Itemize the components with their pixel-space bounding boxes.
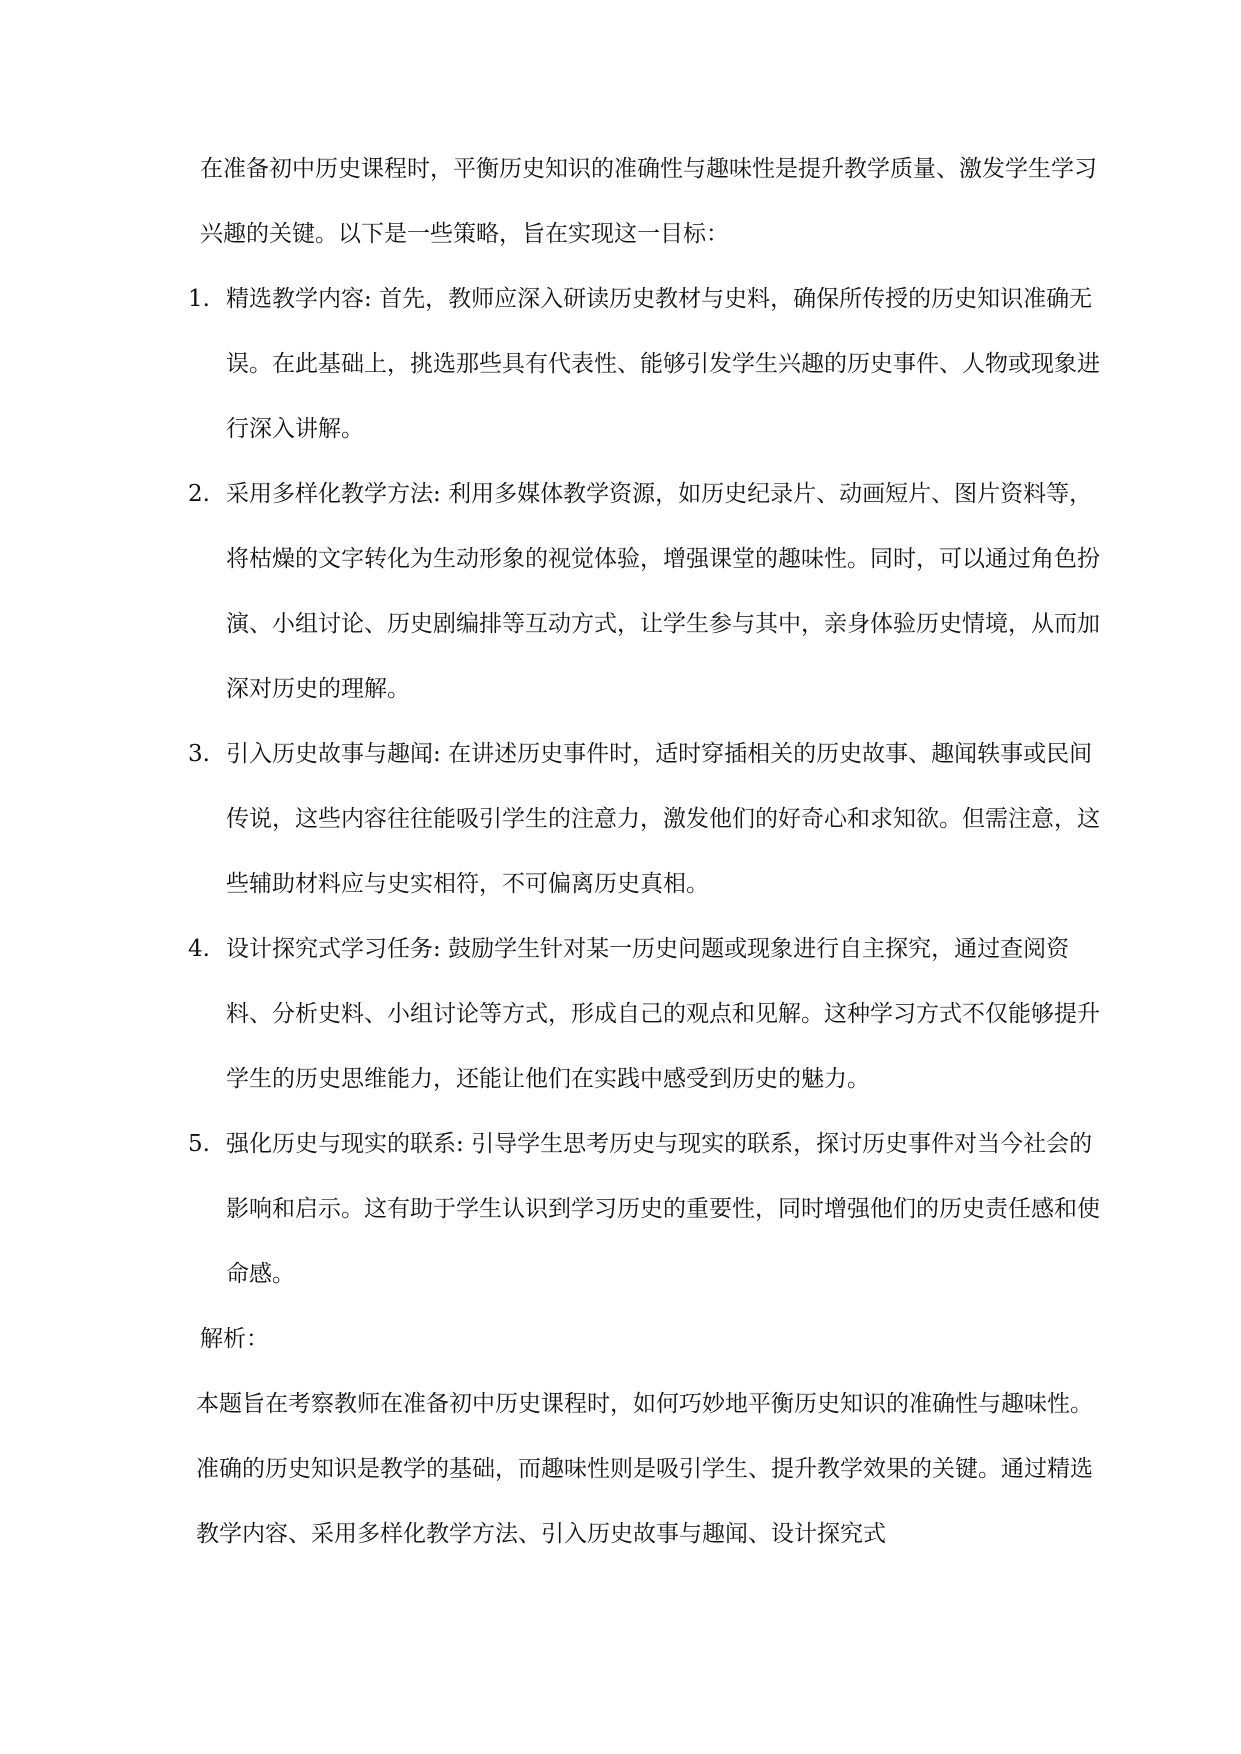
list-item [188,917,1100,1112]
list-item [188,1112,1100,1307]
list-item-number: 2. [188,481,210,507]
list-item-text: 利用多媒体教学资源，如历史纪录片、动画短片、图片资料等，将枯燥的文字转化为生动形象的视觉体验，增强课堂的趣味性。同时，可以通过角色扮演、小组讨论、历史剧编排等互动方式，让学生参与其中，亲身体验历史情境，从而加深对历史的理解。 [226,481,1100,702]
list-item-title: 引入历史故事与趣闻: [226,741,441,767]
list-item-number: 3. [188,741,210,767]
list-item-title: 采用多样化教学方法: [226,481,441,507]
list-item-text: 鼓励学生针对某一历史问题或现象进行自主探究，通过查阅资料、分析史料、小组讨论等方式，形成自己的观点和见解。这种学习方式不仅能够提升学生的历史思维能力，还能让他们在实践中感受到历史的魅力。 [226,936,1100,1092]
list-item-number: 1. [188,286,210,312]
analysis-label: 解析： [200,1326,269,1352]
strategy-list [188,267,1100,1307]
list-item-text: 引导学生思考历史与现实的联系，探讨历史事件对当今社会的影响和启示。这有助于学生认识到学习历史的重要性，同时增强他们的历史责任感和使命感。 [226,1131,1100,1287]
document-content [188,137,1100,1567]
intro-paragraph: 在准备初中历史课程时，平衡历史知识的准确性与趣味性是提升教学质量、激发学生学习兴趣的关键。以下是一些策略，旨在实现这一目标： [200,156,1097,247]
list-item-number: 5. [188,1131,210,1157]
list-item [188,722,1100,917]
list-item-title: 强化历史与现实的联系: [226,1131,464,1157]
analysis-paragraph: 本题旨在考察教师在准备初中历史课程时，如何巧妙地平衡历史知识的准确性与趣味性。准确的历史知识是教学的基础，而趣味性则是吸引学生、提升教学效果的关键。通过精选教学内容、采用多样化教学方法、引入历史故事与趣闻、设计探究式 [196,1391,1093,1547]
list-item [188,462,1100,722]
list-item-number: 4. [188,936,210,962]
list-item-text: 在讲述历史事件时，适时穿插相关的历史故事、趣闻轶事或民间传说，这些内容往往能吸引学生的注意力，激发他们的好奇心和求知欲。但需注意，这些辅助材料应与史实相符，不可偏离历史真相。 [226,741,1100,897]
list-item-title: 精选教学内容: [226,286,372,312]
list-item-title: 设计探究式学习任务: [226,936,441,962]
list-item [188,267,1100,462]
list-item-text: 首先，教师应深入研读历史教材与史料，确保所传授的历史知识准确无误。在此基础上，挑选那些具有代表性、能够引发学生兴趣的历史事件、人物或现象进行深入讲解。 [226,286,1100,442]
